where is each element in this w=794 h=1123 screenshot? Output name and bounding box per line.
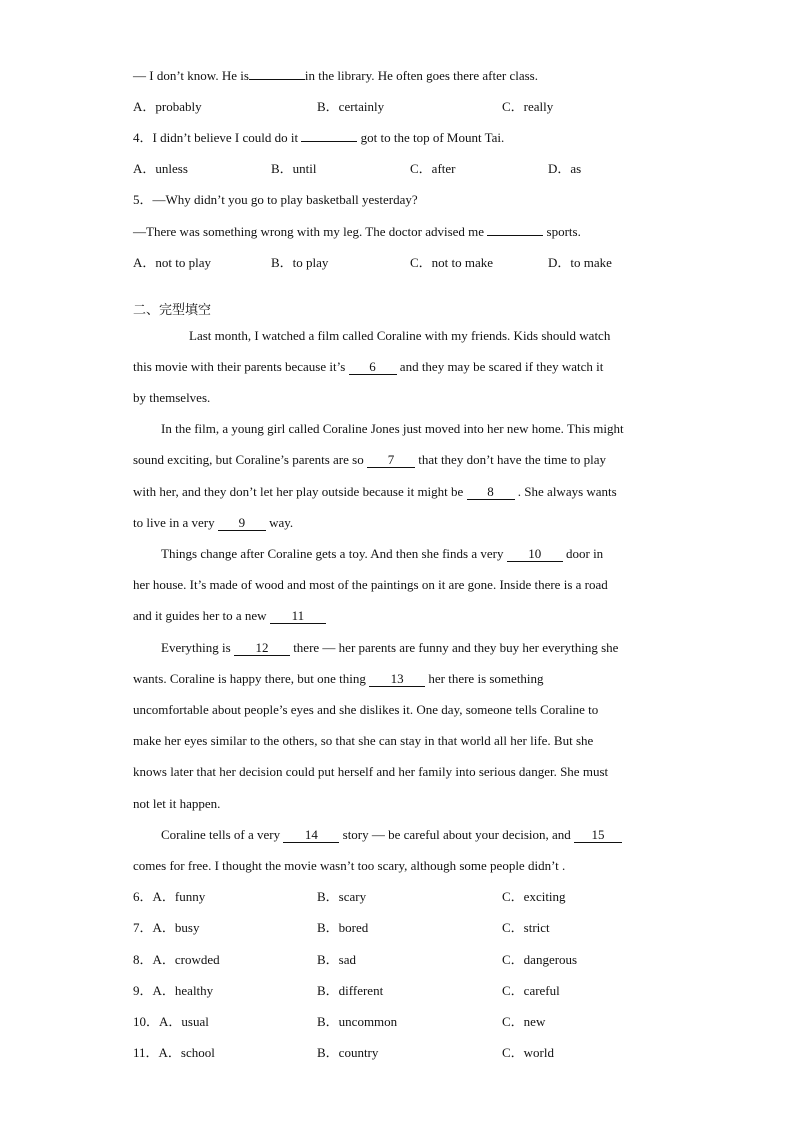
choice-option-b[interactable]: B．sad (317, 952, 357, 967)
choice-option-a[interactable]: A．healthy (152, 983, 214, 998)
choice-option-b[interactable]: B．different (317, 983, 384, 998)
choice-option-b[interactable]: B．bored (317, 920, 369, 935)
q5-option-b[interactable]: B．to play (271, 255, 329, 270)
blank-12[interactable]: 12 (234, 641, 290, 656)
q3-answer-post: in the library. He often goes there after class. (304, 68, 538, 83)
p1-line-3: by themselves. (133, 390, 211, 405)
choice-option-c[interactable]: C．new (502, 1014, 546, 1029)
q5-option-d[interactable]: D．to make (548, 255, 612, 270)
p1-line-2 (133, 359, 603, 375)
p4-line-2 (133, 671, 544, 687)
q4-option-b[interactable]: B．until (271, 161, 317, 176)
p5-line-1-mid: story — be careful about your decision, and (342, 827, 571, 842)
choice-number: 6． (133, 889, 153, 904)
p2-line-4 (133, 515, 293, 531)
blank-14[interactable]: 14 (283, 828, 339, 843)
q5-option-c[interactable]: C．not to make (410, 255, 494, 270)
q3-option-a[interactable]: A．probably (133, 99, 202, 114)
q4-option-d[interactable]: D．as (548, 161, 582, 176)
p2-line-4-pre: to live in a very (133, 515, 215, 530)
p5-line-1 (161, 827, 622, 843)
p4-line-4: make her eyes similar to the others, so that she can stay in that world all her life. But she (133, 733, 594, 748)
choice-row-10 (133, 1014, 209, 1030)
q3-option-c[interactable]: C．really (502, 99, 554, 114)
choice-row-9 (133, 983, 213, 999)
p4-line-1-pre: Everything is (161, 640, 231, 655)
choice-option-c[interactable]: C．exciting (502, 889, 566, 904)
q3-option-b[interactable]: B．certainly (317, 99, 385, 114)
q5-answer-post: sports. (546, 224, 581, 239)
q5-answer-line (133, 224, 581, 240)
section-title: 二、完型填空 (133, 303, 212, 318)
choice-option-a[interactable]: A．busy (152, 920, 200, 935)
choice-number: 11． (133, 1045, 159, 1060)
p1-line-2-pre: this movie with their parents because it’s (133, 359, 346, 374)
p4-line-1-post: there — her parents are funny and they buy her everything she (293, 640, 619, 655)
choice-row-11 (133, 1045, 215, 1061)
p3-line-1-post: door in (565, 546, 604, 561)
q4-stem-post: got to the top of Mount Tai. (360, 130, 505, 145)
choice-option-c[interactable]: C．dangerous (502, 952, 578, 967)
q5-answer-pre: —There was something wrong with my leg. The doctor advised me (133, 224, 485, 239)
choice-option-b[interactable]: B．country (317, 1045, 379, 1060)
p1-line-1: Last month, I watched a film called Coraline with my friends. Kids should watch (189, 328, 611, 343)
choice-row-6 (133, 889, 205, 905)
choice-option-b[interactable]: B．scary (317, 889, 367, 904)
blank-13[interactable]: 13 (369, 672, 425, 687)
p3-line-3 (133, 608, 326, 624)
choice-option-a[interactable]: A．funny (152, 889, 206, 904)
choice-row-7 (133, 920, 199, 936)
p2-line-4-post: way. (269, 515, 294, 530)
p4-line-2-post: her there is something (428, 671, 544, 686)
q4-stem (133, 130, 504, 146)
q4-stem-pre: 4．I didn’t believe I could do it (133, 130, 299, 145)
q5-blank[interactable] (487, 235, 543, 236)
p2-line-3-pre: with her, and they don’t let her play outside because it might be (133, 484, 464, 499)
choice-number: 10． (133, 1014, 160, 1029)
choice-number: 9． (133, 983, 153, 998)
p2-line-2 (133, 452, 606, 468)
choice-option-a[interactable]: A．school (158, 1045, 215, 1060)
choice-option-b[interactable]: B．uncommon (317, 1014, 398, 1029)
blank-15[interactable]: 15 (574, 828, 622, 843)
p3-line-3-pre: and it guides her to a new (133, 608, 267, 623)
blank-10[interactable]: 10 (507, 547, 563, 562)
q3-answer-pre: — I don’t know. He is (133, 68, 249, 83)
q4-option-c[interactable]: C．after (410, 161, 456, 176)
q4-option-a[interactable]: A．unless (133, 161, 188, 176)
blank-6[interactable]: 6 (349, 360, 397, 375)
p5-line-1-pre: Coraline tells of a very (161, 827, 281, 842)
blank-9[interactable]: 9 (218, 516, 266, 531)
p4-line-2-pre: wants. Coraline is happy there, but one thing (133, 671, 366, 686)
p2-line-3 (133, 484, 617, 500)
p5-line-2: comes for free. I thought the movie wasn’t too scary, although some people didn’t . (133, 858, 566, 873)
p4-line-6: not let it happen. (133, 796, 221, 811)
p3-line-1-pre: Things change after Coraline gets a toy. And then she finds a very (161, 546, 504, 561)
choice-row-8 (133, 952, 220, 968)
p4-line-3: uncomfortable about people’s eyes and she dislikes it. One day, someone tells Coraline to (133, 702, 599, 717)
choice-option-a[interactable]: A．crowded (152, 952, 220, 967)
choice-option-c[interactable]: C．world (502, 1045, 555, 1060)
q5-stem: 5．—Why didn’t you go to play basketball yesterday? (133, 192, 418, 207)
p3-line-1 (161, 546, 603, 562)
p2-line-2-pre: sound exciting, but Coraline’s parents are so (133, 452, 364, 467)
q3-answer-line (133, 68, 538, 84)
q5-option-a[interactable]: A．not to play (133, 255, 211, 270)
q3-blank[interactable] (249, 79, 305, 80)
choice-option-c[interactable]: C．careful (502, 983, 560, 998)
choice-option-c[interactable]: C．strict (502, 920, 550, 935)
choice-number: 7． (133, 920, 153, 935)
p1-line-2-post: and they may be scared if they watch it (399, 359, 604, 374)
blank-11[interactable]: 11 (270, 609, 326, 624)
choice-option-a[interactable]: A．usual (159, 1014, 209, 1029)
p2-line-1: In the film, a young girl called Coraline Jones just moved into her new home. This might (161, 421, 624, 436)
p3-line-2: her house. It’s made of wood and most of the paintings on it are gone. Inside there is a road (133, 577, 608, 592)
blank-8[interactable]: 8 (467, 485, 515, 500)
p2-line-2-post: that they don’t have the time to play (418, 452, 607, 467)
choice-number: 8． (133, 952, 153, 967)
blank-7[interactable]: 7 (367, 453, 415, 468)
p4-line-1 (161, 640, 618, 656)
q4-blank[interactable] (301, 141, 357, 142)
p2-line-3-post: . She always wants (517, 484, 617, 499)
p4-line-5: knows later that her decision could put herself and her family into serious danger. She must (133, 764, 609, 779)
